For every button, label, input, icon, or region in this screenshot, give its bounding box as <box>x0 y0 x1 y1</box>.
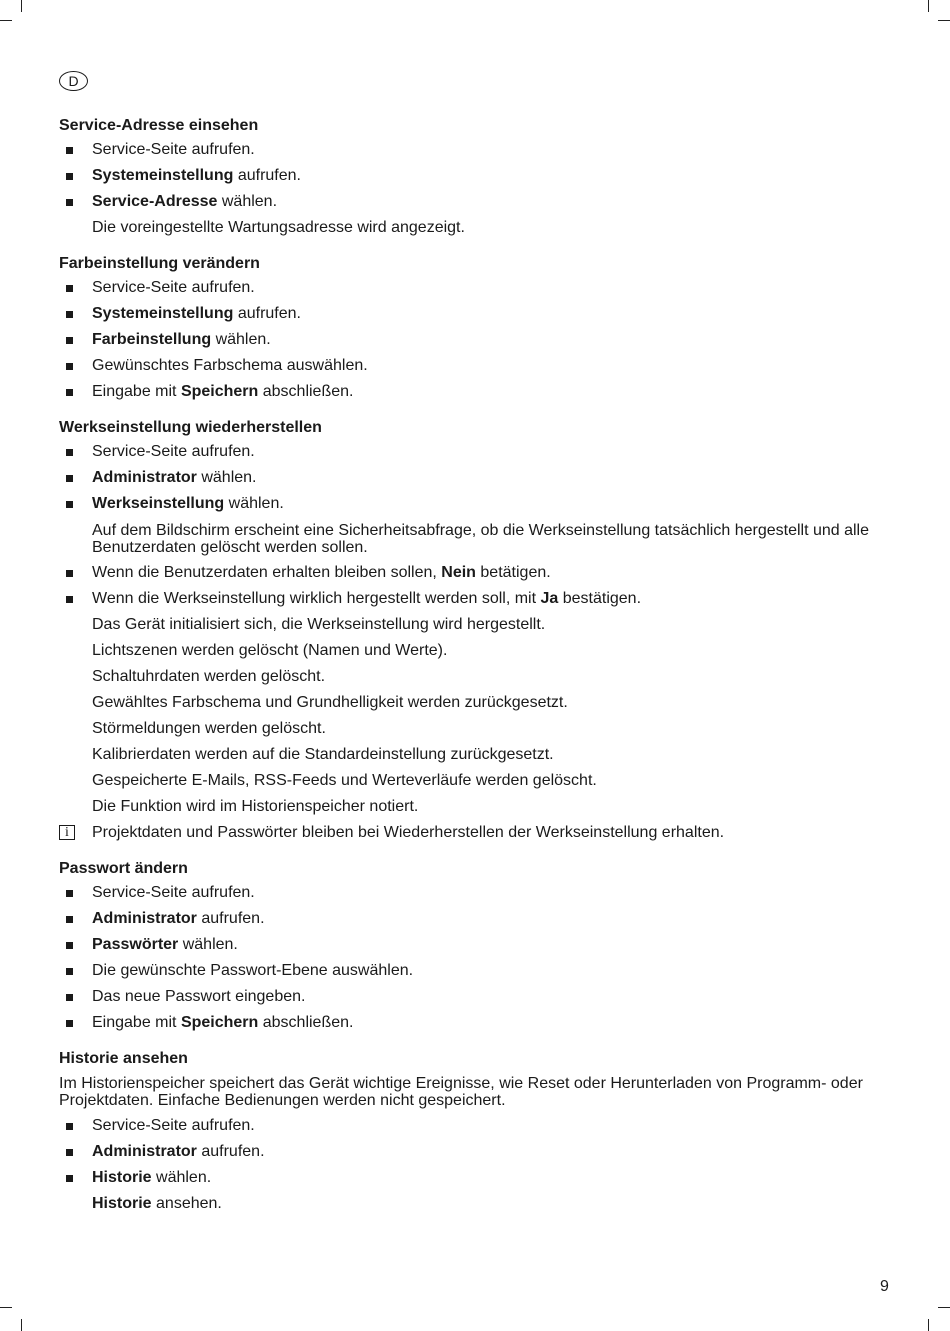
document-body <box>59 115 899 1229</box>
text-run: wählen. <box>217 193 278 210</box>
text-run: Eingabe mit <box>92 383 181 400</box>
ui-term: Passwörter <box>92 936 179 953</box>
crop-mark <box>0 1307 12 1308</box>
ui-term: Historie <box>92 1195 152 1212</box>
step-item <box>59 958 899 984</box>
crop-mark <box>21 0 22 12</box>
crop-mark <box>928 1319 929 1331</box>
text-run: Die gewünschte Passwort-Ebene auswählen. <box>92 962 414 979</box>
text-run: Service-Seite aufrufen. <box>92 141 255 158</box>
text-run: Auf dem Bildschirm erscheint eine Sicherheitsabfrage, ob die Werkseinstellung tatsächlich hergestellt und alle Benutzerdaten gelöscht werden sollen. <box>92 522 870 556</box>
text-run: Service-Seite aufrufen. <box>92 279 255 296</box>
step-item <box>59 560 899 586</box>
result-text <box>59 794 899 820</box>
result-text <box>59 215 899 241</box>
crop-mark <box>938 1307 950 1308</box>
result-text <box>59 612 899 638</box>
info-note <box>59 820 899 846</box>
ui-term: Nein <box>441 564 476 581</box>
step-item <box>59 163 899 189</box>
text-run: Im Historienspeicher speichert das Gerät wichtige Ereignisse, wie Reset oder Herunterladen von Programm- oder Projektdaten. Einfache Bedienungen werden nicht gespeichert. <box>59 1075 863 1109</box>
step-item <box>59 586 899 612</box>
section <box>59 115 899 241</box>
text-run: aufrufen. <box>196 910 265 927</box>
text-run: betätigen. <box>475 564 551 581</box>
text-run: wählen. <box>211 331 271 348</box>
section-title: Historie ansehen <box>59 1050 188 1067</box>
step-item <box>59 465 899 491</box>
result-text <box>59 517 899 560</box>
section <box>59 417 899 846</box>
text-run: Das Gerät initialisiert sich, die Werkseinstellung wird hergestellt. <box>92 616 546 633</box>
step-item <box>59 353 899 379</box>
step-item <box>59 1113 899 1139</box>
section-title: Passwort ändern <box>59 860 188 877</box>
step-item <box>59 880 899 906</box>
result-text <box>59 638 899 664</box>
crop-mark <box>21 1319 22 1331</box>
text-run: Service-Seite aufrufen. <box>92 1117 255 1134</box>
page-number: 9 <box>880 1278 889 1295</box>
text-run: Die voreingestellte Wartungsadresse wird angezeigt. <box>92 219 465 236</box>
text-run: Kalibrierdaten werden auf die Standardeinstellung zurückgesetzt. <box>92 746 554 763</box>
text-run: Das neue Passwort eingeben. <box>92 988 306 1005</box>
section <box>59 858 899 1036</box>
crop-mark <box>0 20 12 21</box>
info-icon: i <box>59 825 75 840</box>
text-run: Gewähltes Farbschema und Grundhelligkeit werden zurückgesetzt. <box>92 694 568 711</box>
result-text <box>59 664 899 690</box>
step-item <box>59 189 899 215</box>
intro-paragraph <box>59 1070 899 1113</box>
step-item <box>59 1139 899 1165</box>
step-item <box>59 379 899 405</box>
step-item <box>59 906 899 932</box>
text-run: aufrufen. <box>196 1143 265 1160</box>
text-run: Lichtszenen werden gelöscht (Namen und Werte). <box>92 642 448 659</box>
section <box>59 1048 899 1217</box>
text-run: aufrufen. <box>233 305 301 322</box>
text-run: Schaltuhrdaten werden gelöscht. <box>92 668 326 685</box>
step-item <box>59 1010 899 1036</box>
text-run: Die Funktion wird im Historienspeicher notiert. <box>92 798 419 815</box>
text-run: Störmeldungen werden gelöscht. <box>92 720 326 737</box>
text-run: Projektdaten und Passwörter bleiben bei Wiederherstellen der Werkseinstellung erhalten. <box>92 824 725 841</box>
result-text <box>59 690 899 716</box>
result-text <box>59 716 899 742</box>
text-run: wählen. <box>178 936 238 953</box>
ui-term: Historie <box>92 1169 152 1186</box>
text-run: abschließen. <box>258 1014 354 1031</box>
step-item <box>59 984 899 1010</box>
ui-term: Speichern <box>180 1014 259 1031</box>
step-item <box>59 932 899 958</box>
text-run: Eingabe mit <box>92 1014 181 1031</box>
crop-mark <box>938 20 950 21</box>
text-run: Wenn die Werkseinstellung wirklich hergestellt werden soll, mit <box>92 590 541 607</box>
section-title: Farbeinstellung verändern <box>59 255 260 272</box>
ui-term: Service-Adresse <box>92 193 218 210</box>
text-run: wählen. <box>151 1169 212 1186</box>
step-item <box>59 439 899 465</box>
step-item <box>59 491 899 517</box>
ui-term: Farbeinstellung <box>92 331 212 348</box>
text-run: ansehen. <box>151 1195 222 1212</box>
section <box>59 253 899 405</box>
step-item <box>59 1165 899 1191</box>
ui-term: Administrator <box>92 1143 197 1160</box>
result-text <box>59 768 899 794</box>
ui-term: Systemeinstellung <box>92 167 234 184</box>
language-badge: D <box>59 71 88 91</box>
ui-term: Systemeinstellung <box>92 305 234 322</box>
result-text <box>59 742 899 768</box>
text-run: bestätigen. <box>558 590 642 607</box>
text-run: Gespeicherte E-Mails, RSS-Feeds und Werteverläufe werden gelöscht. <box>92 772 597 789</box>
text-run: Gewünschtes Farbschema auswählen. <box>92 357 368 374</box>
text-run: Wenn die Benutzerdaten erhalten bleiben sollen, <box>92 564 442 581</box>
section-title: Werkseinstellung wiederherstellen <box>59 419 322 436</box>
step-item <box>59 301 899 327</box>
ui-term: Speichern <box>180 383 259 400</box>
text-run: abschließen. <box>258 383 354 400</box>
step-item <box>59 327 899 353</box>
ui-term: Ja <box>540 590 559 607</box>
ui-term: Werkseinstellung <box>92 495 225 512</box>
step-item <box>59 137 899 163</box>
ui-term: Administrator <box>92 910 197 927</box>
text-run: wählen. <box>196 469 257 486</box>
section-title: Service-Adresse einsehen <box>59 117 259 134</box>
text-run: wählen. <box>224 495 284 512</box>
crop-mark <box>928 0 929 12</box>
text-run: aufrufen. <box>233 167 301 184</box>
result-text <box>59 1191 899 1217</box>
text-run: Service-Seite aufrufen. <box>92 443 255 460</box>
step-item <box>59 275 899 301</box>
ui-term: Administrator <box>92 469 197 486</box>
text-run: Service-Seite aufrufen. <box>92 884 255 901</box>
